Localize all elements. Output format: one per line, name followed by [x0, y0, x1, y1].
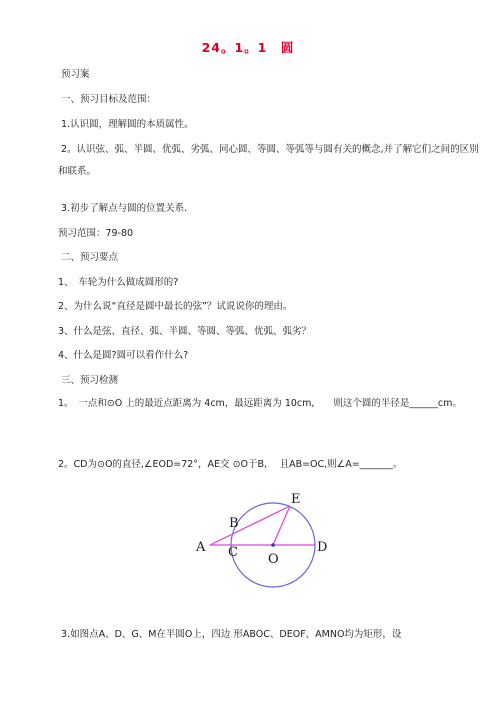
- test-2-text: 2。CD为⊙O的直径,∠EOD=72°，AE交 ⊙O于B, 且AB=OC,则∠A=_______。: [58, 459, 403, 470]
- label-a: A: [196, 540, 206, 555]
- preview-range-text: 预习范围：79-80: [58, 228, 134, 239]
- goal-3-text: 3.初步了解点与圆的位置关系.: [61, 203, 188, 214]
- section-1-heading: 一、预习目标及范围：: [61, 94, 157, 105]
- line-oe: [273, 506, 290, 545]
- center-dot: [271, 543, 275, 547]
- label-c: C: [228, 545, 238, 560]
- section-3-heading: 三、预习检测: [61, 375, 119, 386]
- point-2-text: 2、为什么说“直径是圆中最长的弦”？试说说你的理由。: [58, 301, 293, 312]
- line-ae: [210, 506, 290, 545]
- goal-2-text: 2。认识弦、弧、半圆、优弧、劣弧、同心圆、等圆、等弧等与圆有关的概念,并了解它们之间的区别和联系。: [58, 144, 479, 177]
- document-title: 24。1。1 圆: [201, 40, 295, 55]
- section-preview-heading: 预习案: [61, 69, 90, 80]
- test-3-text: 3.如图点A、D、G、M在半圆O上，四边 形ABOC、DEOF、AMNO均为矩形，设: [61, 629, 402, 640]
- point-1-text: 1、 车轮为什么做成圆形的?: [58, 277, 179, 288]
- test-1-text: 1。 一点和⊙O 上的最近点距离为 4cm，最远距离为 10cm, 则这个圆的半径是______cm。: [58, 398, 462, 409]
- circle-diagram: [193, 485, 343, 593]
- label-d: D: [317, 540, 328, 555]
- label-e: E: [291, 492, 301, 507]
- goal-1-text: 1.认识圆，理解圆的本质属性。: [61, 119, 194, 130]
- label-o: O: [268, 552, 279, 567]
- point-3-text: 3、什么是弦、直径、弧、半圆、等圆、等弧、优弧、弧劣？: [58, 326, 312, 337]
- label-b: B: [229, 516, 239, 531]
- point-4-text: 4、什么是圆?圆可以看作什么?: [58, 350, 189, 361]
- section-2-heading: 二、预习要点: [61, 252, 119, 263]
